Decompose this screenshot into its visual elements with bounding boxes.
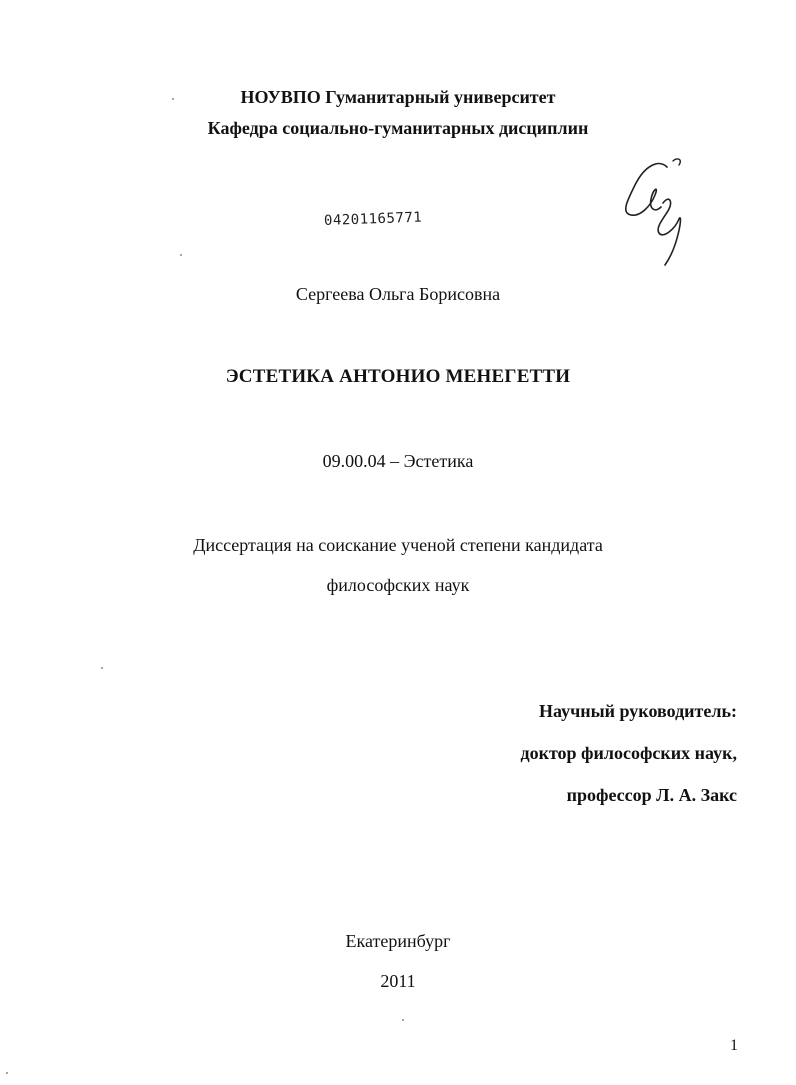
- city: Екатеринбург: [345, 931, 451, 951]
- advisor-label: Научный руководитель:: [539, 701, 737, 721]
- year: 2011: [380, 971, 416, 991]
- scan-speck: [6, 1072, 8, 1074]
- signature-icon: [615, 155, 705, 275]
- scan-speck: [101, 667, 103, 669]
- department-name: Кафедра социально-гуманитарных дисциплин: [207, 118, 589, 138]
- scan-speck: [402, 1019, 404, 1021]
- page-number: 1: [730, 1037, 738, 1054]
- specialty-code: 09.00.04 – Эстетика: [322, 451, 474, 471]
- author-name: Сергеева Ольга Борисовна: [295, 284, 501, 304]
- advisor-name: профессор Л. А. Закс: [566, 785, 737, 805]
- scan-speck: [180, 254, 182, 256]
- degree-line-2: философских наук: [326, 575, 470, 595]
- dissertation-title: ЭСТЕТИКА АНТОНИО МЕНЕГЕТТИ: [225, 366, 571, 387]
- organization-name: НОУВПО Гуманитарный университет: [240, 87, 556, 107]
- degree-line-1: Диссертация на соискание ученой степени кандидата: [193, 535, 603, 555]
- scan-speck: [172, 98, 174, 100]
- advisor-degree: доктор философских наук,: [520, 743, 737, 763]
- catalog-number-stamp: 04201165771: [323, 209, 423, 229]
